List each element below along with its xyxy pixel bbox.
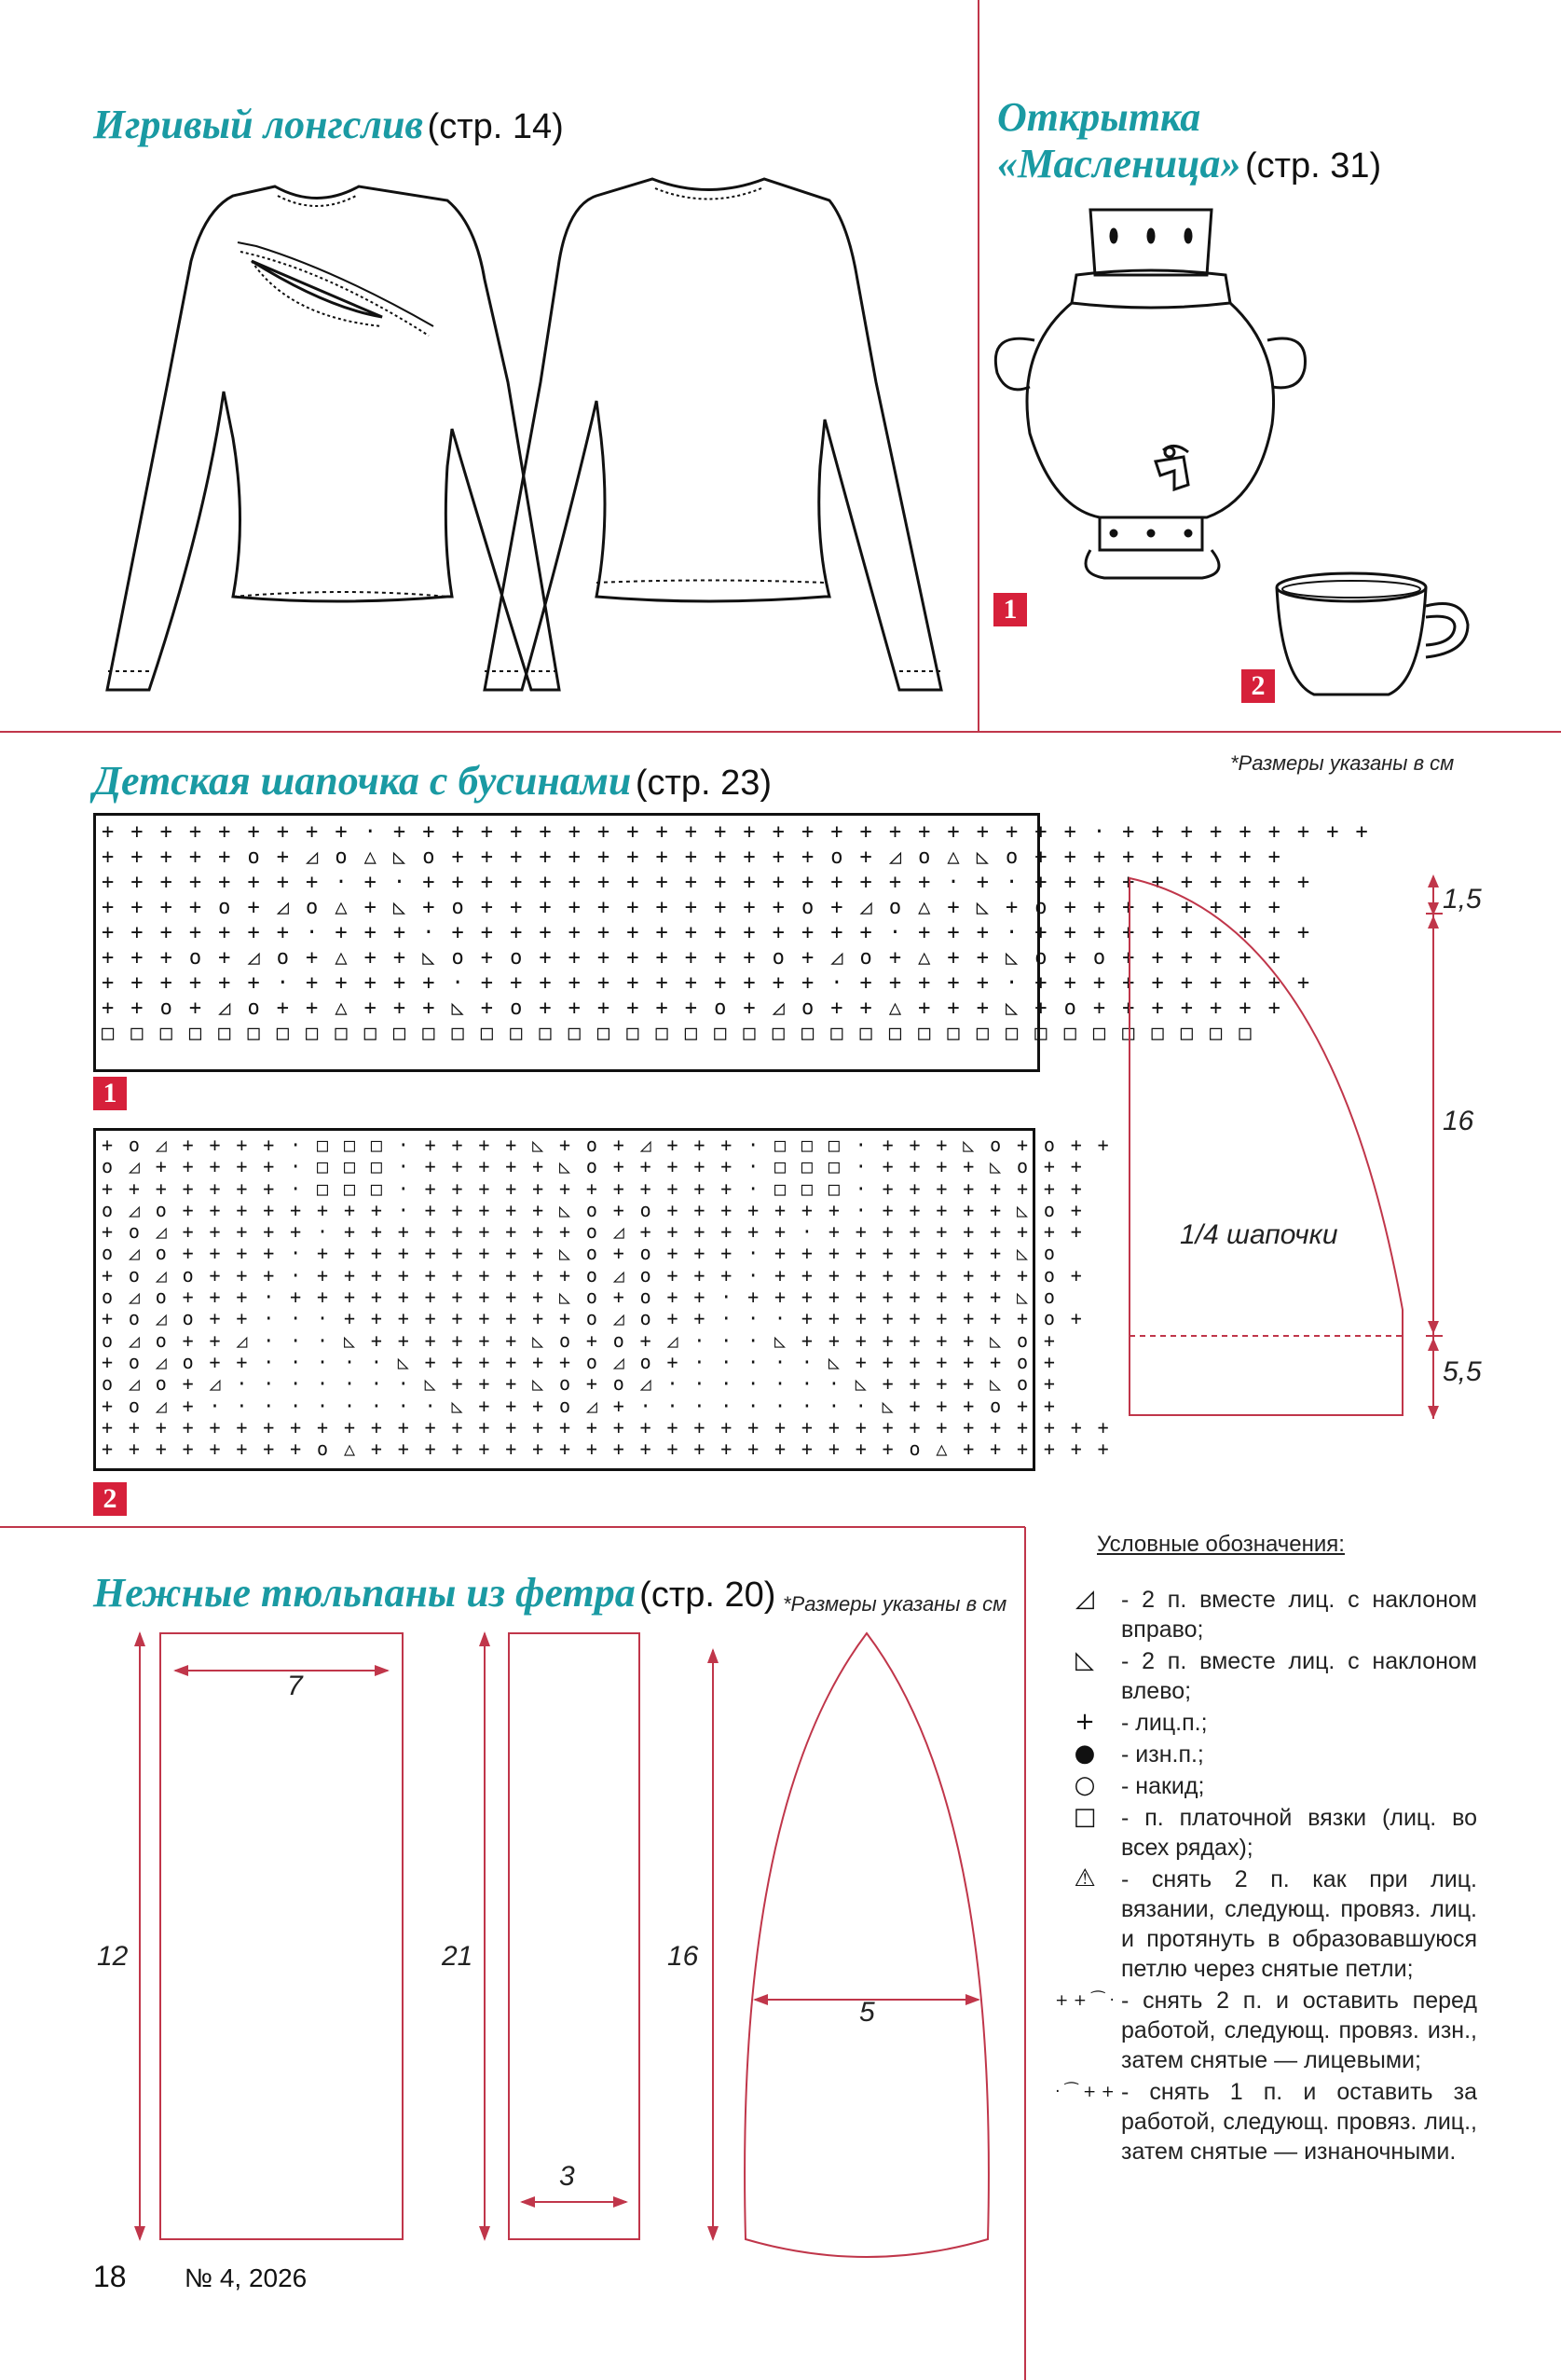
- chart-row: + + + + + + + · □ □ □ · + + + + + + + + + + + + · □ □ □ · + + + + + + + +: [102, 1176, 1085, 1200]
- tulips-title: Нежные тюльпаны из фетра: [93, 1570, 636, 1616]
- k2tog-left-icon: ◺: [1075, 1646, 1094, 1674]
- longsleeve-back-drawing: [475, 168, 960, 690]
- yarn-over-icon: ○: [1074, 1771, 1096, 1799]
- tulips-heading: [93, 1569, 775, 1616]
- legend-item-text: - изн.п.;: [1121, 1741, 1204, 1768]
- tulip-rect2-height: 21: [442, 1941, 473, 1972]
- chart-row: + o ◿ o + + · · · · · ◺ + + + + + + o ◿ o + · · · · · ◺ + + + + + + o +: [102, 1350, 1058, 1373]
- legend-item: [1048, 1864, 1477, 1984]
- chart-row: + o ◿ o + + + · + + + + + + + + + + o ◿ o + + + · + + + + + + + + + + o +: [102, 1263, 1085, 1286]
- legend-item: [1048, 1740, 1477, 1769]
- chart-row: + o ◿ + + + + · □ □ □ · + + + + ◺ + o + ◿ + + + · □ □ □ · + + + ◺ o + o + +: [102, 1134, 1112, 1156]
- chart-row: + + + + + + + + · + · + + + + + + + + + + + + + + + + + + · + · + + + + + + + + + +: [102, 871, 1312, 894]
- chart-row: o ◿ o + + ◿ · · · ◺ + + + + + + ◺ o + o + ◿ · · · ◺ + + + + + + + ◺ o +: [102, 1328, 1058, 1352]
- legend-item-text: - снять 2 п. и оставить перед работой, следующ. провяз. изн., затем снятые — лицевыми;: [1121, 1988, 1477, 2073]
- longsleeve-title: Игривый лонгслив: [93, 102, 424, 147]
- hat-chart-1-grid: [96, 816, 1371, 1050]
- chart-row: o ◿ o + + + + · + + + + + + + + + ◺ o + o + + + · + + + + + + + + + ◺ o: [102, 1242, 1058, 1265]
- teacup-drawing: [1272, 569, 1477, 708]
- legend-item-text: - 2 п. вместе лиц. с наклоном вправо;: [1121, 1587, 1477, 1643]
- legend-item-text: - накид;: [1121, 1773, 1205, 1799]
- hat-badge-1: 1: [93, 1077, 127, 1110]
- postcard-page-ref: (стр. 31): [1244, 146, 1382, 186]
- tulips-size-note: *Размеры указаны в см: [783, 1592, 1007, 1616]
- hat-heading: [93, 757, 772, 805]
- tulips-patterns: [121, 1622, 1016, 2247]
- hat-dim-top: 1,5: [1443, 884, 1482, 915]
- hat-badge-2: 2: [93, 1482, 127, 1516]
- legend-item: [1048, 1771, 1477, 1801]
- garter-stitch-icon: □: [1073, 1803, 1097, 1831]
- chart-row: + o ◿ + + + + + · + + + + + + + + + o ◿ + + + + + + · + + + + + + + + + +: [102, 1220, 1085, 1244]
- chart-row: o ◿ o + + + + + + + + · + + + + + ◺ o + o + + + + + + + · + + + + + ◺ o +: [102, 1198, 1085, 1221]
- legend-list: [1048, 1585, 1477, 2168]
- hat-chart-2: [93, 1128, 1112, 1471]
- hat-size-note: *Размеры указаны в см: [1230, 751, 1455, 775]
- chart-row: + + + + + + + + + + + + + + + + + + + + + + + + + + + + + + + + + + + + + +: [102, 1415, 1112, 1438]
- chart-row: + + + + + o + ◿ o △ ◺ o + + + + + + + + + + + + + o + ◿ o △ ◺ o + + + + + + + + +: [102, 846, 1283, 869]
- legend-item-text: - лиц.п.;: [1121, 1710, 1208, 1736]
- chart-row: + + + + + + · + + + + + · + + + + + + + + + + + + · + + + + + · + + + + + + + + + +: [102, 971, 1312, 995]
- hat-quarter-pattern: [1118, 867, 1491, 1426]
- tulip-rect1-width: 7: [287, 1671, 303, 1701]
- samovar-drawing: [988, 200, 1351, 592]
- legend-item-text: - снять 2 п. как при лиц. вязании, следующ. провяз. лиц. и протянуть в образовавшуюся петлю через снятые петли;: [1121, 1866, 1477, 1982]
- postcard-badge-2: 2: [1241, 669, 1275, 703]
- longsleeve-page-ref: (стр. 14): [427, 107, 564, 146]
- legend-item-text: - снять 1 п. и оставить за работой, следующ. провяз. лиц., затем снятые — изнаночными.: [1121, 2079, 1477, 2165]
- legend-item-text: - 2 п. вместе лиц. с наклоном влево;: [1121, 1648, 1477, 1704]
- chart-row: + + + + + + + · + + + · + + + + + + + + + + + + + + + · + + + · + + + + + + + + + +: [102, 921, 1312, 944]
- tulip-rect1-height: 12: [97, 1941, 129, 1972]
- postcard-title-line2: «Масленица»: [997, 141, 1241, 186]
- slip-2-pass-over-icon: ⚠: [1074, 1864, 1096, 1892]
- purl-stitch-icon: ●: [1074, 1740, 1096, 1768]
- cable-front-icon: + + ⁀ ·: [1055, 1991, 1115, 2010]
- tulip-petal-width: 5: [859, 1997, 875, 2028]
- chart-row: o ◿ o + + + · + + + + + + + + + + ◺ o + o + + · + + + + + + + + + + ◺ o: [102, 1286, 1058, 1309]
- chart-row: + + o + ◿ o + + △ + + + ◺ + o + + + + + + o + ◿ o + + △ + + + ◺ + o + + + + + + +: [102, 997, 1283, 1020]
- chart-row: + o ◿ + · · · · · · · · · ◺ + + + o ◿ + · · · · · · · · · ◺ + + + o + +: [102, 1394, 1058, 1417]
- k2tog-right-icon: ◿: [1075, 1585, 1094, 1613]
- chart-row: o ◿ + + + + + · □ □ □ · + + + + + ◺ o + + + + + · □ □ □ · + + + + ◺ o + +: [102, 1155, 1085, 1178]
- legend-item: [1048, 1646, 1477, 1706]
- legend-item: [1048, 2077, 1477, 2167]
- hat-dim-bottom: 5,5: [1443, 1356, 1482, 1387]
- legend-item: [1048, 1986, 1477, 2075]
- page-number: 18: [93, 2260, 127, 2293]
- chart-row: + + + + + + + + + · + + + + + + + + + + + + + + + + + + + + + + + + · + + + + + + + + +: [102, 820, 1371, 844]
- longsleeve-heading: [93, 101, 564, 148]
- legend-item: [1048, 1708, 1477, 1738]
- chart-row: + + + o + ◿ o + △ + + ◺ o + o + + + + + + + + o + ◿ o + △ + + ◺ o + o + + + + + +: [102, 946, 1283, 970]
- tulip-petal-height: 16: [667, 1941, 699, 1972]
- legend-title: Условные обозначения:: [1097, 1532, 1345, 1557]
- hat-title: Детская шапочка с бусинами: [93, 758, 632, 804]
- chart-row: + o ◿ o + + · · · + + + + + + + + + o ◿ o + + · · · + + + + + + + + + o +: [102, 1307, 1085, 1330]
- hat-label-quarter: 1/4 шапочки: [1180, 1219, 1338, 1250]
- tulips-page-ref: (стр. 20): [639, 1575, 776, 1615]
- longsleeve-front-drawing: [93, 168, 522, 690]
- hat-page-ref: (стр. 23): [635, 764, 773, 803]
- legend-item: [1048, 1585, 1477, 1644]
- postcard-title-line1: Открытка: [997, 94, 1201, 140]
- chart-row: + + + + + + + + o △ + + + + + + + + + + + + + + + + + + + + o △ + + + + + +: [102, 1438, 1112, 1461]
- legend-item: [1048, 1803, 1477, 1863]
- postcard-heading-line2: [997, 140, 1381, 187]
- knit-stitch-icon: +: [1075, 1708, 1095, 1736]
- hat-chart-1: [93, 813, 1371, 1072]
- legend-item-text: - п. платочной вязки (лиц. во всех рядах);: [1121, 1805, 1477, 1861]
- postcard-badge-1: 1: [993, 593, 1027, 626]
- chart-row: o ◿ o + ◿ · · · · · · · ◺ + + + ◺ o + o ◿ · · · · · · · ◺ + + + + ◺ o +: [102, 1372, 1058, 1396]
- chart-row: □ □ □ □ □ □ □ □ □ □ □ □ □ □ □ □ □ □ □ □ □ □ □ □ □ □ □ □ □ □ □ □ □ □ □ □ □ □ □ □: [102, 1022, 1253, 1045]
- chart-row: + + + + o + ◿ o △ + ◺ + o + + + + + + + + + + + o + ◿ o △ + ◺ + o + + + + + + + +: [102, 896, 1283, 919]
- tulip-rect2-width: 3: [559, 2161, 575, 2192]
- issue-number: № 4, 2026: [185, 2263, 308, 2292]
- cable-back-icon: · ⁀ + +: [1055, 2083, 1115, 2101]
- hat-chart-2-grid: [96, 1131, 1112, 1464]
- hat-dim-height: 16: [1443, 1106, 1474, 1136]
